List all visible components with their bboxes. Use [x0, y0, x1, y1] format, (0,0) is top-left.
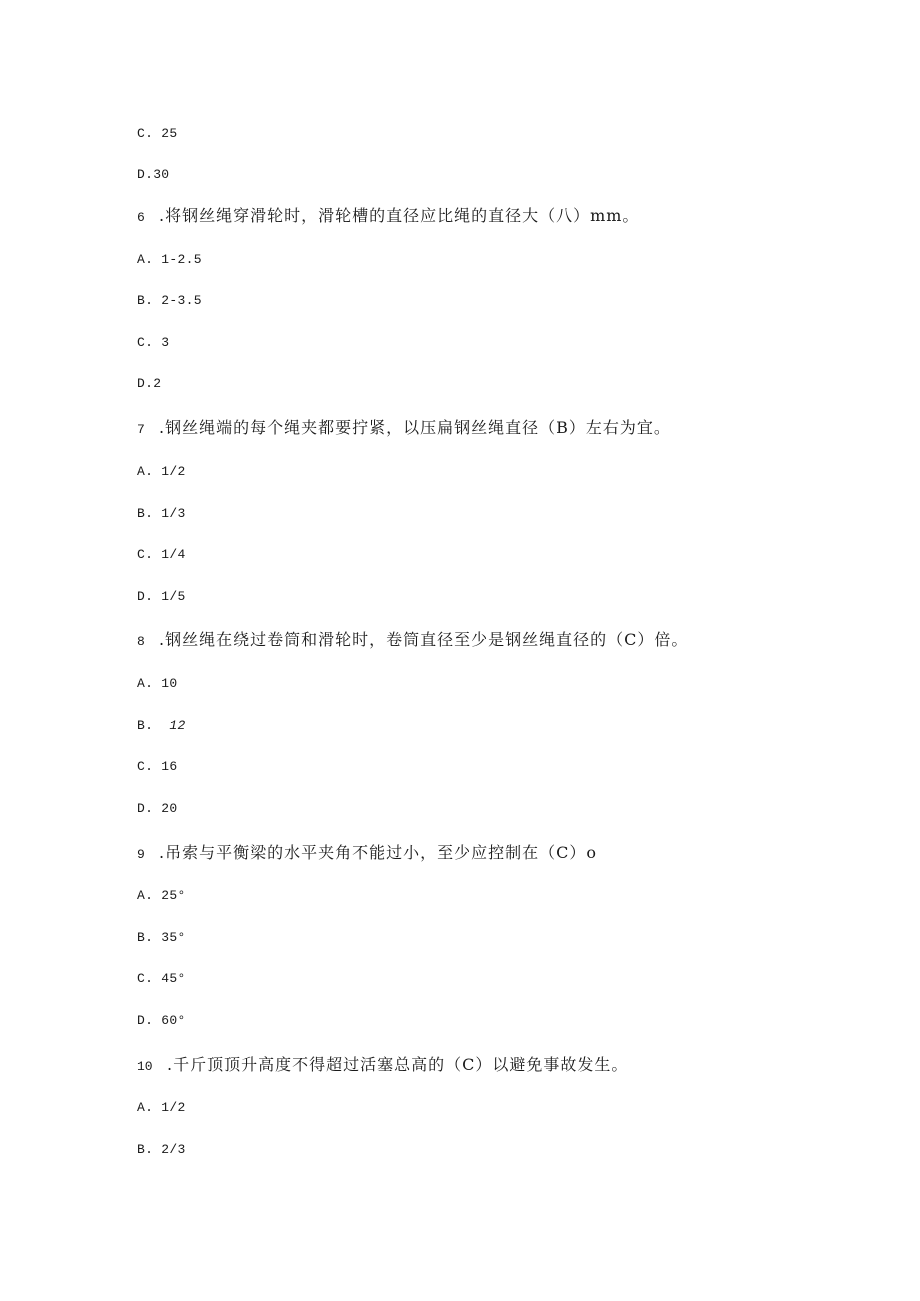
option-text: B. 35°: [137, 930, 186, 945]
option-text: B. 2/3: [137, 1142, 186, 1157]
question-number: 9: [137, 847, 145, 862]
option-text: C. 3: [137, 335, 170, 350]
option-text: D.30: [137, 167, 170, 182]
option-line: [137, 886, 186, 906]
option-line: [137, 674, 178, 694]
option-line: [137, 1098, 186, 1118]
option-text: D. 20: [137, 801, 178, 816]
option-text: C. 1/4: [137, 547, 186, 562]
question-line: [137, 843, 597, 865]
option-line: [137, 928, 186, 948]
option-line: [137, 969, 186, 989]
option-line: [137, 757, 178, 777]
question-number: 10: [137, 1059, 153, 1074]
option-text: D.2: [137, 376, 162, 391]
option-line: [137, 333, 169, 353]
option-line: [137, 587, 186, 607]
option-text: B. 2-3.5: [137, 293, 202, 308]
option-line: [137, 545, 186, 565]
option-text: A. 1-2.5: [137, 252, 202, 267]
option-text: A. 1/2: [137, 1100, 186, 1115]
option-value: 12: [169, 718, 186, 733]
option-line: [137, 1140, 186, 1160]
option-prefix: B.: [137, 718, 170, 733]
option-line: [137, 504, 186, 524]
option-text: B. 1/3: [137, 506, 186, 521]
option-text: A. 25°: [137, 888, 186, 903]
option-text: C. 16: [137, 759, 178, 774]
option-line: [137, 799, 178, 819]
question-text: .吊索与平衡梁的水平夹角不能过小，至少应控制在（C）o: [159, 843, 597, 862]
option-line: [137, 291, 202, 311]
question-text: .钢丝绳端的每个绳夹都要拧紧，以压扁钢丝绳直径（B）左右为宜。: [159, 418, 671, 437]
question-line: [137, 630, 688, 652]
question-text: .钢丝绳在绕过卷筒和滑轮时，卷筒直径至少是钢丝绳直径的（C）倍。: [159, 630, 689, 649]
option-line: [137, 716, 186, 736]
option-text: C. 25: [137, 126, 178, 141]
option-line: [137, 1011, 186, 1031]
question-number: 8: [137, 634, 145, 649]
option-text: A. 10: [137, 676, 178, 691]
option-line: [137, 462, 186, 482]
question-number: 7: [137, 422, 145, 437]
option-text: D. 1/5: [137, 589, 186, 604]
option-line: [137, 124, 178, 144]
question-text: .将钢丝绳穿滑轮时，滑轮槽的直径应比绳的直径大（八）mm。: [159, 206, 640, 225]
option-line: [137, 165, 169, 185]
question-line: [137, 418, 671, 440]
question-line: [137, 1055, 628, 1077]
option-line: [137, 250, 202, 270]
option-text: A. 1/2: [137, 464, 186, 479]
option-text: D. 60°: [137, 1013, 186, 1028]
question-number: 6: [137, 210, 145, 225]
question-text: .千斤顶顶升高度不得超过活塞总高的（C）以避免事故发生。: [167, 1055, 629, 1074]
option-line: [137, 374, 161, 394]
option-text: C. 45°: [137, 971, 186, 986]
question-line: [137, 206, 639, 228]
